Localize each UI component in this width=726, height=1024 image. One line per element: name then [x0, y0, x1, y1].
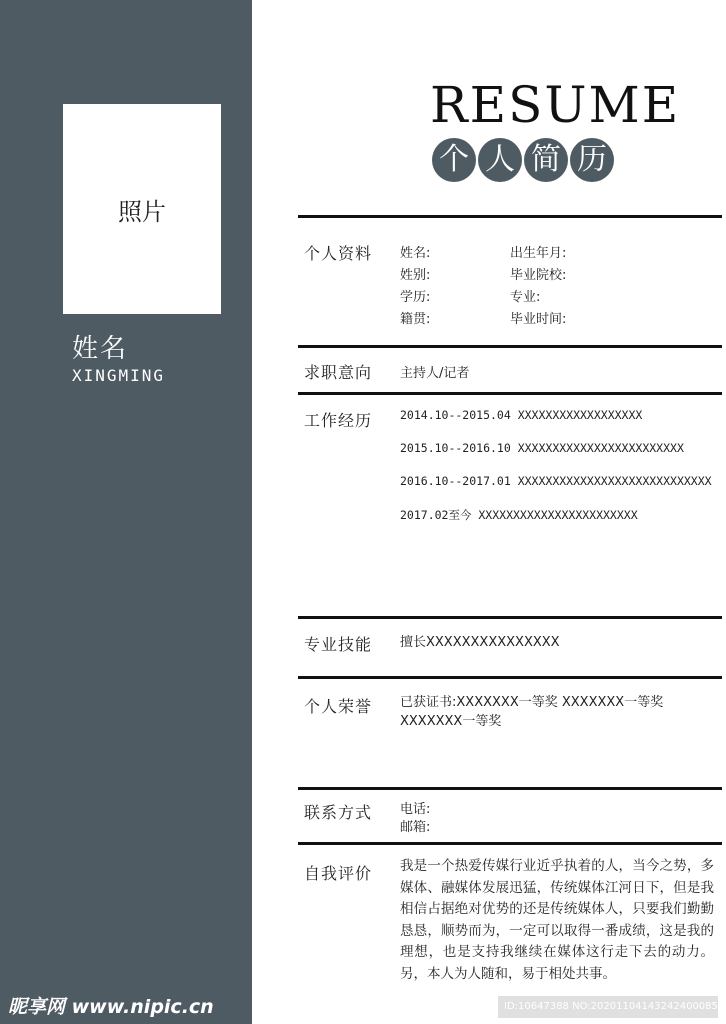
- skills-value: 擅长XXXXXXXXXXXXXXX: [400, 635, 560, 650]
- resume-title: RESUME: [430, 76, 681, 134]
- field-gender: 姓别:: [400, 268, 431, 283]
- field-name: 姓名:: [400, 246, 431, 261]
- self-eval-text: 我是一个热爱传媒行业近乎执着的人，当今之势，多媒体、融媒体发展迅猛，传统媒体江河日下，但是我相信占据绝对优势的还是传统媒体人，只要我们勤勤恳恳，顺势而为，一定可以取得一番成绩，这是我的理想，也是支持我继续在媒体这行走下去的动力。另，本人为人随和，易于相处共事。: [400, 858, 714, 982]
- subtitle-char-4: 历: [570, 138, 614, 182]
- divider-objective: [298, 345, 722, 348]
- divider-experience: [298, 392, 722, 395]
- watermark-id: ID:10647388 NO:20201104143242400085: [498, 996, 718, 1018]
- name-english: XINGMING: [72, 366, 166, 385]
- watermark-logo: 昵享网 www.nipic.cn: [8, 996, 214, 1018]
- sidebar: [0, 0, 252, 1024]
- contact-email: 邮箱:: [400, 820, 431, 835]
- subtitle-char-2: 人: [478, 138, 522, 182]
- experience-item-3: 2016.10--2017.01 XXXXXXXXXXXXXXXXXXXXXXXXXXXX: [400, 474, 712, 488]
- section-label-objective: 求职意向: [304, 363, 373, 382]
- objective-value: 主持人/记者: [400, 366, 470, 381]
- subtitle-char-3: 简: [524, 138, 568, 182]
- field-major: 专业:: [510, 290, 541, 305]
- field-birth: 出生年月:: [510, 246, 567, 261]
- divider-honors: [298, 676, 722, 679]
- divider-self-eval: [298, 842, 722, 845]
- section-label-self-eval: 自我评价: [304, 864, 373, 883]
- divider-contact: [298, 787, 722, 790]
- field-education: 学历:: [400, 290, 431, 305]
- section-label-experience: 工作经历: [304, 411, 373, 430]
- divider-skills: [298, 616, 722, 619]
- honors-line-1: 已获证书:XXXXXXX一等奖 XXXXXXX一等奖: [400, 695, 664, 710]
- photo-placeholder: [63, 104, 221, 314]
- subtitle-char-1: 个: [432, 138, 476, 182]
- experience-item-1: 2014.10--2015.04 XXXXXXXXXXXXXXXXXX: [400, 408, 643, 422]
- subtitle-circles: [432, 138, 614, 182]
- divider-personal: [298, 215, 722, 218]
- section-label-contact: 联系方式: [304, 803, 373, 822]
- experience-item-4: 2017.02至今 XXXXXXXXXXXXXXXXXXXXXXX: [400, 508, 638, 522]
- field-school: 毕业院校:: [510, 268, 567, 283]
- field-hometown: 籍贯:: [400, 312, 431, 327]
- field-grad-time: 毕业时间:: [510, 312, 567, 327]
- name-chinese: 姓名: [72, 334, 129, 364]
- honors-line-2: XXXXXXX一等奖: [400, 714, 502, 729]
- section-label-personal: 个人资料: [304, 244, 373, 263]
- section-label-skills: 专业技能: [304, 635, 373, 654]
- contact-phone: 电话:: [400, 802, 431, 817]
- photo-label: 照片: [118, 197, 166, 226]
- experience-item-2: 2015.10--2016.10 XXXXXXXXXXXXXXXXXXXXXXXX: [400, 441, 684, 455]
- section-label-honors: 个人荣誉: [304, 697, 373, 716]
